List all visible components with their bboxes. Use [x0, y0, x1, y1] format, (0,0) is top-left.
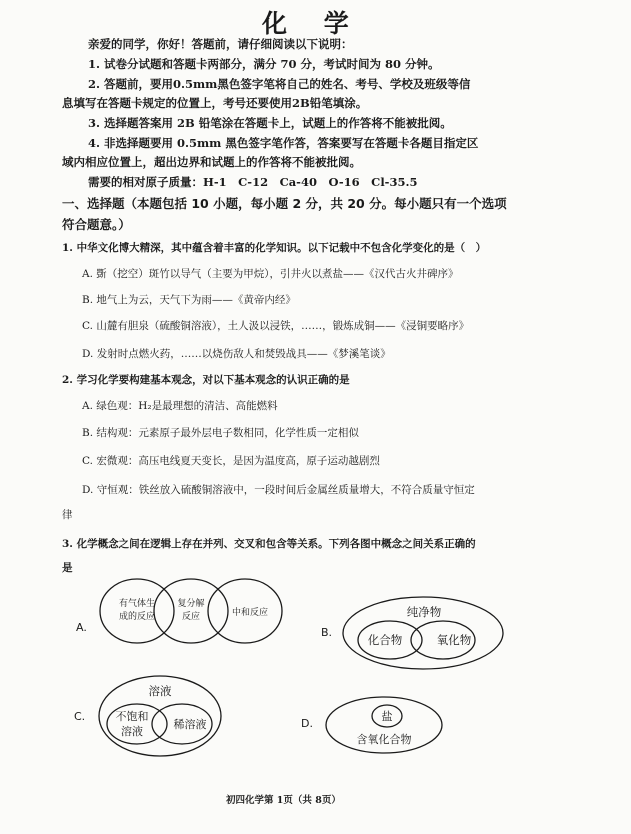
- diagram-c-left-line1: 不饱和: [115, 710, 149, 723]
- instruction-2b: 息填写在答题卡规定的位置上，考号还要使用2B铅笔填涂。: [62, 96, 368, 110]
- diagram-a-circle-double-decomp: [154, 579, 228, 643]
- diagram-c-left-line2: 溶液: [121, 725, 143, 738]
- diagram-b-left-label: 化合物: [367, 633, 403, 647]
- page-footer: 初四化学第 1页（共 8页）: [226, 795, 341, 806]
- q1-option-c: C. 山麓有胆泉（硫酸铜溶液），土人汲以浸铁，……，锻炼成铜——《浸铜要略序》: [82, 320, 470, 332]
- diagram-a-gas-line1: 有气体生: [118, 599, 156, 609]
- diagram-a-neutralization: 中和反应: [231, 608, 269, 618]
- q1-stem: 1. 中华文化博大精深，其中蕴含着丰富的化学知识。以下记载中不包含化学变化的是（ ）: [62, 242, 487, 254]
- diagram-a-double-decomp-line1: 复分解: [177, 599, 205, 609]
- q2-option-a: A. 绿色观：H₂是最理想的清洁、高能燃料: [82, 400, 278, 412]
- diagram-d-label: D.: [301, 717, 313, 730]
- atomic-masses: 需要的相对原子质量：H-1 C-12 Ca-40 O-16 Cl-35.5: [88, 175, 418, 189]
- instruction-3: 3. 选择题答案用 2B 铅笔涂在答题卡上，试题上的作答将不能被批阅。: [88, 116, 452, 130]
- instruction-4b: 域内相应位置上，超出边界和试题上的作答将不能被批阅。: [62, 155, 361, 169]
- instruction-4a: 4. 非选择题要用 0.5mm 黑色签字笔作答，答案要写在答题卡各题目指定区: [88, 136, 479, 150]
- intro-greeting: 亲爱的同学，你好！答题前，请仔细阅读以下说明：: [88, 37, 353, 51]
- page-title: 化 学: [262, 9, 363, 38]
- instruction-1: 1. 试卷分试题和答题卡两部分，满分 70 分，考试时间为 80 分钟。: [88, 57, 440, 71]
- diagram-a-double-decomp-line2: 反应: [181, 612, 201, 622]
- q2-stem: 2. 学习化学要构建基本观念，对以下基本观念的认识正确的是: [62, 374, 350, 386]
- q1-option-b: B. 地气上为云，天气下为雨——《黄帝内经》: [82, 294, 296, 306]
- diagram-b-label: B.: [321, 626, 333, 639]
- q2-option-c: C. 宏微观：高压电线夏天变长，是因为温度高，原子运动越剧烈: [82, 455, 380, 467]
- diagram-c-right-label: 稀溶液: [173, 718, 207, 731]
- q1-option-a: A. 斲（挖空）斑竹以导气（主要为甲烷），引井火以煮盐——《汉代古火井碑序》: [82, 268, 459, 280]
- diagram-c-label: C.: [74, 710, 86, 723]
- diagram-d-inner-label: 盐: [381, 710, 393, 723]
- diagram-b-right-label: 氧化物: [436, 633, 472, 647]
- q2-option-d-line2: 律: [62, 509, 73, 521]
- section-heading-line2: 符合题意。）: [62, 217, 131, 232]
- section-heading-line1: 一、选择题（本题包括 10 小题，每小题 2 分，共 20 分。每小题只有一个选项: [62, 196, 507, 211]
- diagram-b-outer-label: 纯净物: [406, 605, 442, 619]
- q3-stem-line1: 3. 化学概念之间在逻辑上存在并列、交叉和包含等关系。下列各图中概念之间关系正确的: [62, 538, 476, 550]
- q2-option-d-line1: D. 守恒观：铁丝放入硫酸铜溶液中，一段时间后金属丝质量增大，不符合质量守恒定: [82, 484, 475, 496]
- diagram-c-outer-label: 溶液: [148, 684, 172, 698]
- q3-stem-line2: 是: [62, 562, 73, 574]
- instruction-2a: 2. 答题前，要用0.5mm黑色签字笔将自己的姓名、考号、学校及班级等信: [88, 77, 471, 91]
- diagram-a-label: A.: [76, 621, 87, 634]
- diagram-a-gas-line2: 成的反应: [118, 612, 156, 622]
- diagram-d-outer-label: 含氧化合物: [356, 733, 412, 746]
- q1-option-d: D. 发射时点燃火药，……以烧伤敌人和焚毁战具——《梦溪笔谈》: [82, 348, 391, 360]
- diagram-a-circle-gas: [100, 579, 174, 643]
- q2-option-b: B. 结构观：元素原子最外层电子数相同，化学性质一定相似: [82, 427, 359, 439]
